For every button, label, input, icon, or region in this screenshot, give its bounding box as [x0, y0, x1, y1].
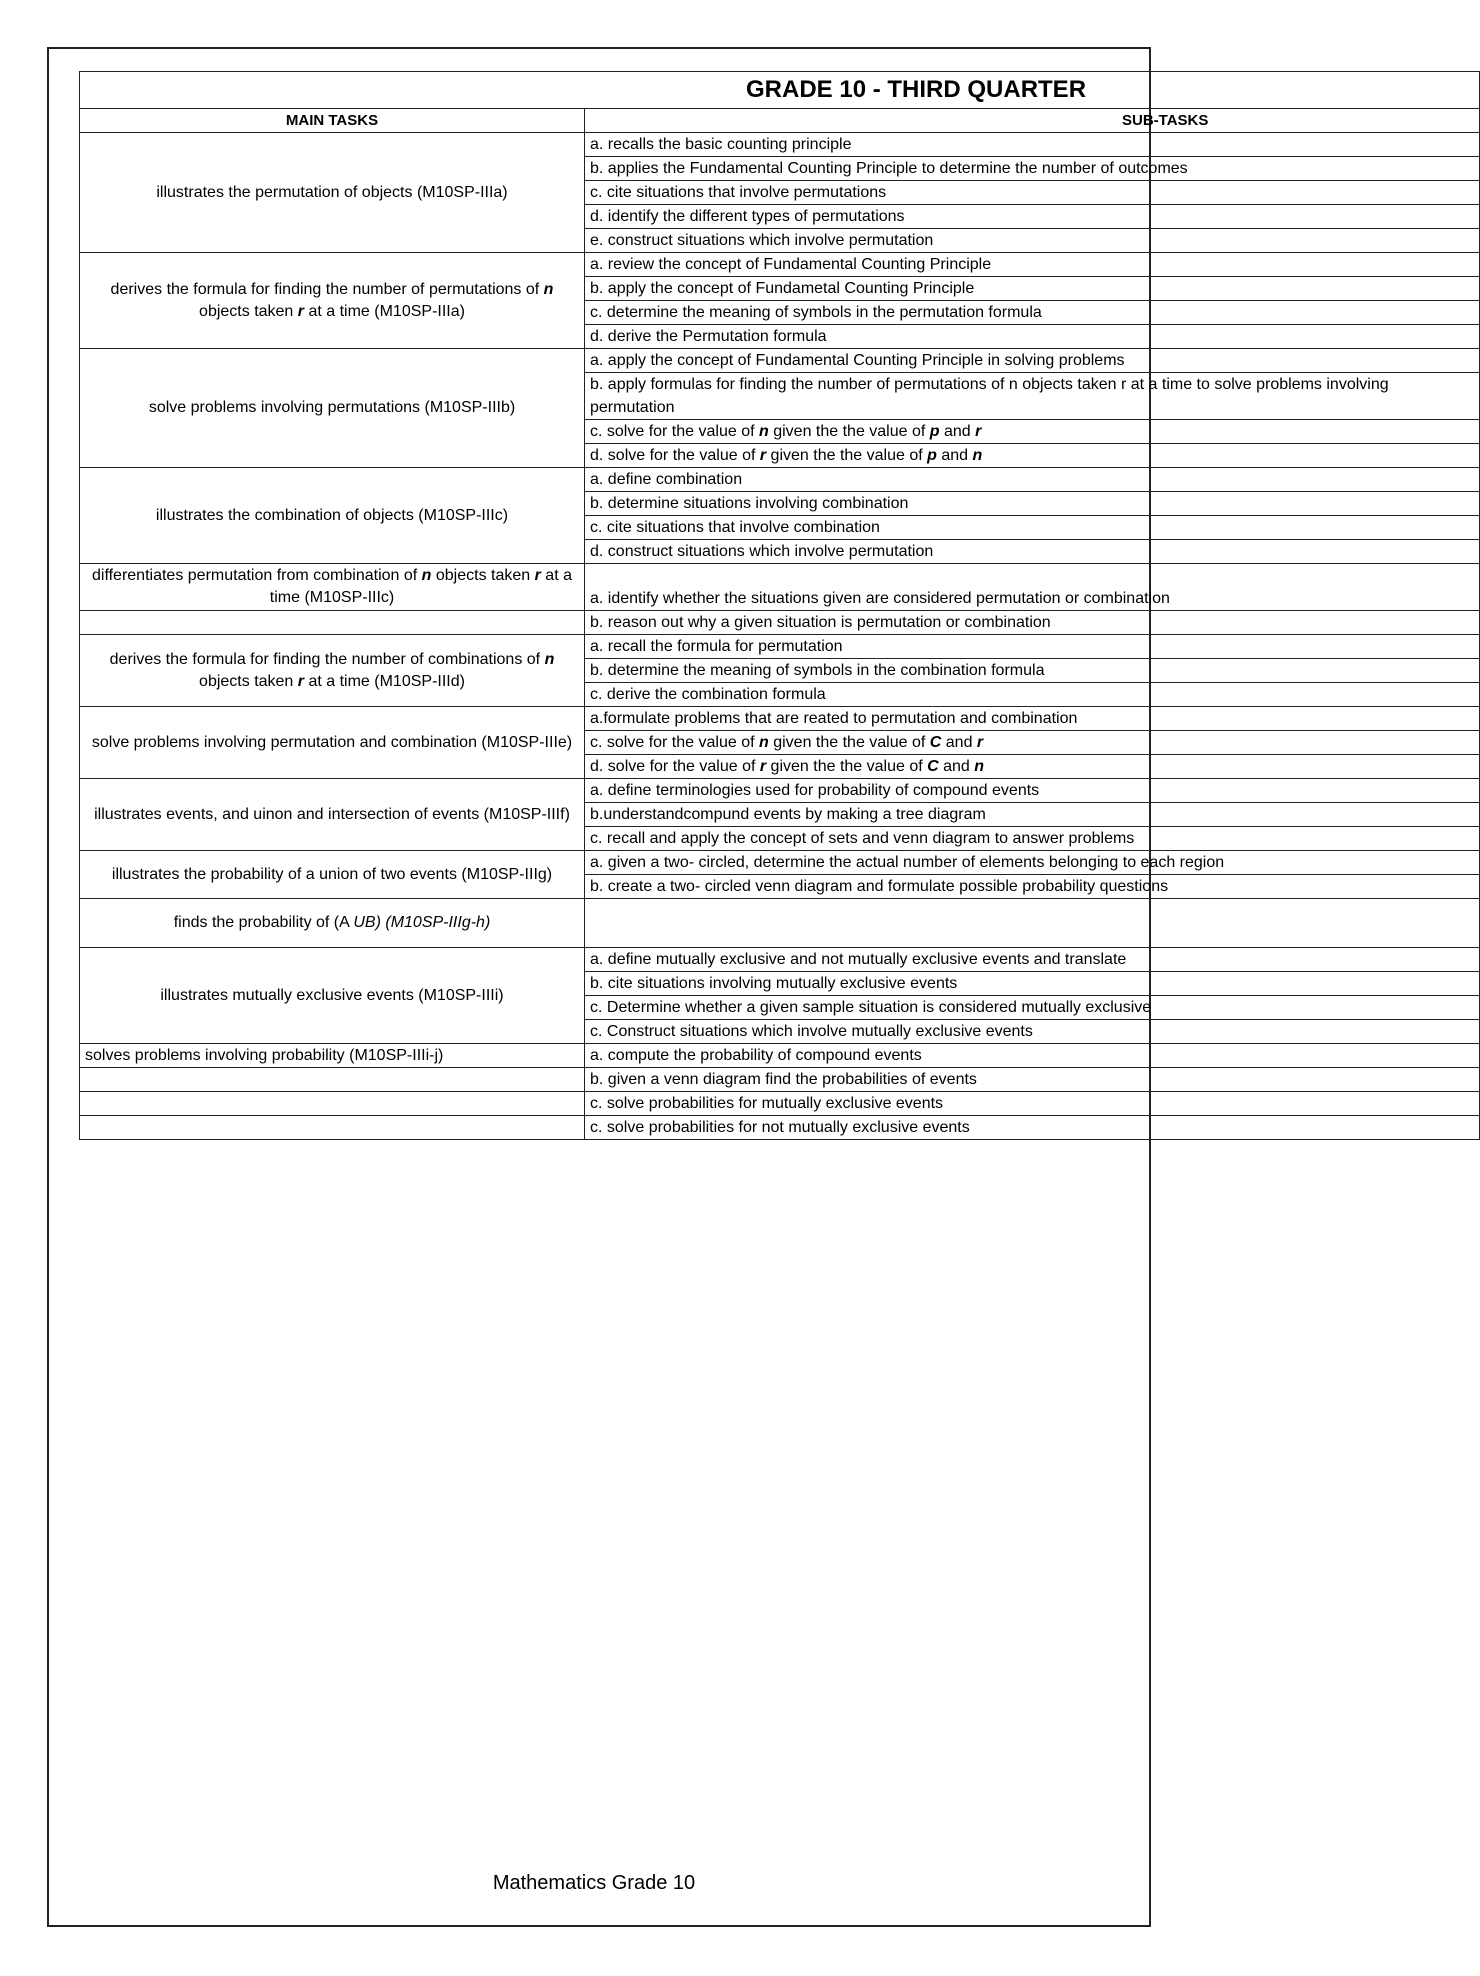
sub-task-text: given the the value of: [768, 734, 930, 751]
competency-table: [79, 71, 1480, 1140]
sub-task: d. identify the different types of permutations: [585, 205, 1480, 229]
variable-r: r: [534, 567, 541, 584]
sub-task-text: given the the value of: [768, 423, 930, 440]
sub-task-text: and: [941, 734, 977, 751]
table-row: [80, 635, 1480, 659]
sub-task: a. identify whether the situations given are considered permutation or combination: [585, 564, 1480, 611]
sub-task-text: c. solve for the value of: [590, 423, 759, 440]
table-title: GRADE 10 - THIRD QUARTER: [80, 72, 1480, 109]
sub-task: d. construct situations which involve permutation: [585, 540, 1480, 564]
sub-task-text: d. solve for the value of: [590, 447, 760, 464]
sub-task: b. applies the Fundamental Counting Principle to determine the number of outcomes: [585, 157, 1480, 181]
variable-n: n: [758, 734, 769, 751]
sub-task: d. derive the Permutation formula: [585, 325, 1480, 349]
main-task: [80, 899, 585, 948]
sub-task: c. determine the meaning of symbols in the permutation formula: [585, 301, 1480, 325]
table-row: [80, 851, 1480, 875]
table-row: [80, 1092, 1480, 1116]
sub-task: a. define combination: [585, 468, 1480, 492]
main-task: illustrates the probability of a union of two events (M10SP-IIIg): [80, 851, 585, 899]
variable-p: p: [927, 447, 937, 464]
sub-task: b. determine situations involving combination: [585, 492, 1480, 516]
table-row: [80, 349, 1480, 373]
header-row: [80, 109, 1480, 133]
sub-task: a. apply the concept of Fundamental Counting Principle in solving problems: [585, 349, 1480, 373]
main-task-text: derives the formula for finding the number of permutations of: [110, 280, 544, 298]
variable-r: r: [297, 302, 305, 320]
sub-task: [585, 420, 1480, 444]
main-task: [80, 611, 585, 635]
variable-p: p: [929, 423, 940, 440]
sub-task: a. define terminologies used for probability of compound events: [585, 779, 1480, 803]
sub-task: a. review the concept of Fundamental Counting Principle: [585, 253, 1480, 277]
main-task-text: objects taken: [199, 302, 298, 320]
main-task: solves problems involving probability (M10SP-IIIi-j): [80, 1044, 585, 1068]
variable-c: C: [927, 758, 939, 775]
variable-r: r: [976, 734, 984, 751]
sub-task-text: and: [938, 758, 975, 775]
sub-task: a. recalls the basic counting principle: [585, 133, 1480, 157]
sub-task: c. cite situations that involve combination: [585, 516, 1480, 540]
sub-task-text: and: [936, 447, 973, 464]
main-task: illustrates the permutation of objects (M10SP-IIIa): [80, 133, 585, 253]
main-task: solve problems involving permutation and combination (M10SP-IIIe): [80, 707, 585, 779]
sub-task-text: c. solve for the value of: [590, 734, 759, 751]
header-sub-tasks: SUB-TASKS: [585, 109, 1480, 133]
table-row: [80, 707, 1480, 731]
variable-n: n: [758, 423, 769, 440]
main-task-text: at a time (M10SP-IIIc): [269, 567, 572, 606]
main-task-text: objects taken: [199, 672, 298, 690]
sub-task: b. apply formulas for finding the number of permutations of n objects taken r at a time to solve problems involving permutation: [585, 373, 1480, 420]
sub-task: c. derive the combination formula: [585, 683, 1480, 707]
title-row: [80, 72, 1480, 109]
page-footer: [0, 1872, 1200, 1895]
sub-task: [585, 444, 1480, 468]
variable-n: n: [972, 447, 983, 464]
sub-task: b.understandcompund events by making a tree diagram: [585, 803, 1480, 827]
sub-task: a.formulate problems that are reated to permutation and combination: [585, 707, 1480, 731]
main-task-text: at a time (M10SP-IIId): [304, 672, 465, 690]
table-row: [80, 1116, 1480, 1140]
table-row: [80, 611, 1480, 635]
main-task: illustrates the combination of objects (M10SP-IIIc): [80, 468, 585, 564]
sub-task: c. solve probabilities for mutually exclusive events: [585, 1092, 1480, 1116]
sub-task: c. solve probabilities for not mutually exclusive events: [585, 1116, 1480, 1140]
table-row: [80, 564, 1480, 611]
table-row: [80, 133, 1480, 157]
sub-task: [585, 731, 1480, 755]
main-task: [80, 253, 585, 349]
main-task: [80, 1116, 585, 1140]
main-task: [80, 564, 585, 611]
main-task: illustrates mutually exclusive events (M10SP-IIIi): [80, 948, 585, 1044]
variable-r: r: [297, 672, 305, 690]
table-row: [80, 253, 1480, 277]
variable-n: n: [543, 280, 554, 298]
sub-task: [585, 899, 1480, 948]
sub-task-text: given the the value of: [766, 447, 928, 464]
sub-task: b. create a two- circled venn diagram and formulate possible probability questions: [585, 875, 1480, 899]
table-row: [80, 1068, 1480, 1092]
table-row: [80, 948, 1480, 972]
variable-c: C: [929, 734, 942, 751]
sub-task: c. cite situations that involve permutations: [585, 181, 1480, 205]
table-row: [80, 1044, 1480, 1068]
table-row: [80, 779, 1480, 803]
sub-task: b. apply the concept of Fundametal Counting Principle: [585, 277, 1480, 301]
variable-r: r: [759, 447, 767, 464]
sub-task: c. Construct situations which involve mutually exclusive events: [585, 1020, 1480, 1044]
variable-n: n: [974, 758, 985, 775]
header-main-tasks: MAIN TASKS: [80, 109, 585, 133]
variable-r: r: [759, 758, 767, 775]
table-row: [80, 899, 1480, 948]
main-task-text: differentiates permutation from combination of: [92, 567, 422, 584]
sub-task: a. define mutually exclusive and not mutually exclusive events and translate: [585, 948, 1480, 972]
main-task-text: at a time (M10SP-IIIa): [304, 302, 465, 320]
table-viewport: [79, 71, 1389, 1181]
sub-task: a. given a two- circled, determine the actual number of elements belonging to each region: [585, 851, 1480, 875]
main-task: solve problems involving permutations (M10SP-IIIb): [80, 349, 585, 468]
sub-task-text: d. solve for the value of: [590, 758, 760, 775]
variable-r: r: [975, 423, 982, 440]
sub-task-text: given the the value of: [766, 758, 928, 775]
sub-task-text: and: [939, 423, 976, 440]
main-task: [80, 635, 585, 707]
main-task: [80, 1068, 585, 1092]
main-task-text: derives the formula for finding the number of combinations of: [109, 650, 545, 668]
variable-n: n: [421, 567, 432, 584]
sub-task: c. Determine whether a given sample situation is considered mutually exclusive: [585, 996, 1480, 1020]
main-task-text: UB) (M10SP-IIIg-h): [353, 914, 491, 931]
footer-text: Mathematics Grade 10: [492, 1872, 696, 1894]
main-task-text: finds the probability of (A: [173, 914, 354, 931]
sub-task: [585, 755, 1480, 779]
sub-task: b. reason out why a given situation is permutation or combination: [585, 611, 1480, 635]
sub-task: a. compute the probability of compound events: [585, 1044, 1480, 1068]
sub-task: a. recall the formula for permutation: [585, 635, 1480, 659]
sub-task: b. cite situations involving mutually exclusive events: [585, 972, 1480, 996]
sub-task: c. recall and apply the concept of sets and venn diagram to answer problems: [585, 827, 1480, 851]
main-task: illustrates events, and uinon and intersection of events (M10SP-IIIf): [80, 779, 585, 851]
sub-task: e. construct situations which involve permutation: [585, 229, 1480, 253]
table-row: [80, 468, 1480, 492]
main-task: [80, 1092, 585, 1116]
variable-n: n: [544, 650, 555, 668]
sub-task: b. given a venn diagram find the probabilities of events: [585, 1068, 1480, 1092]
main-task-text: objects taken: [431, 567, 535, 584]
sub-task: b. determine the meaning of symbols in the combination formula: [585, 659, 1480, 683]
